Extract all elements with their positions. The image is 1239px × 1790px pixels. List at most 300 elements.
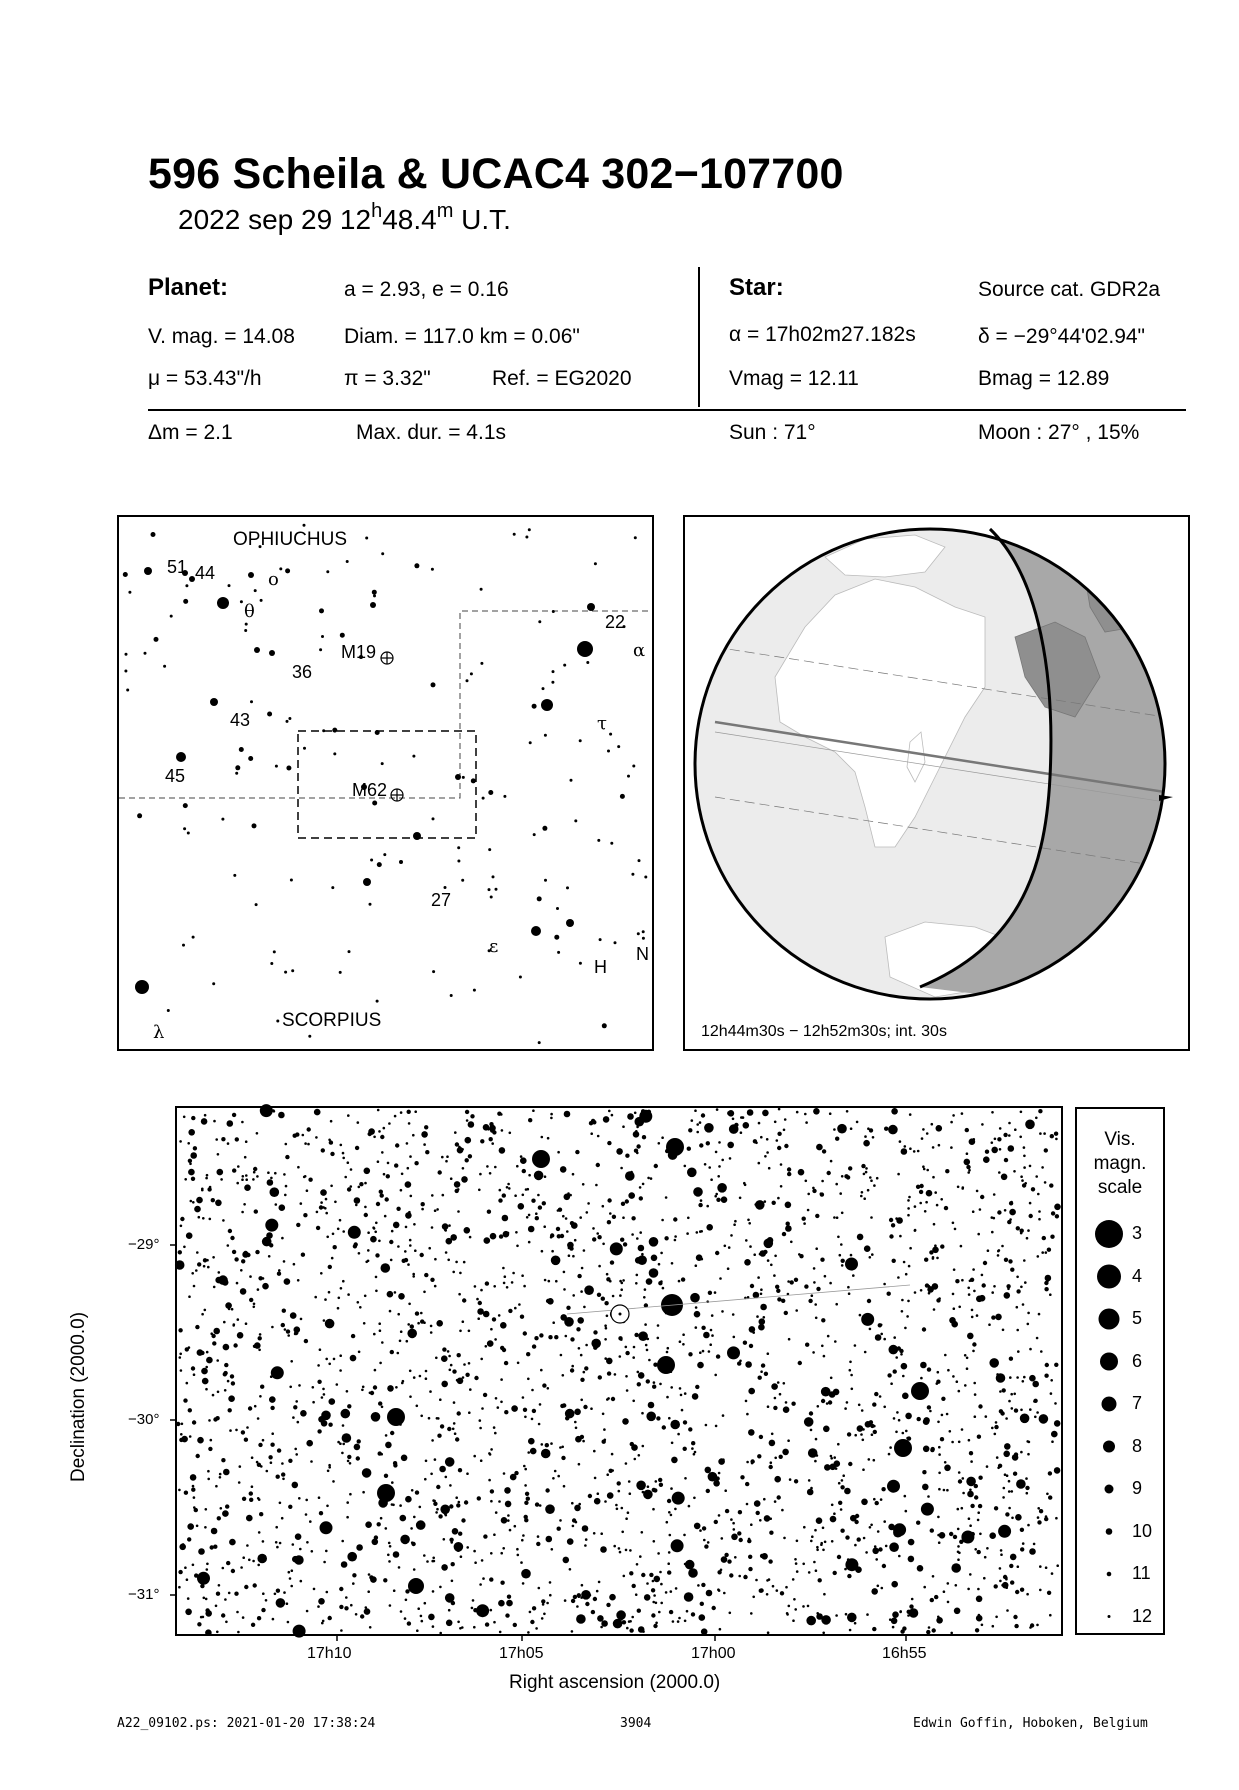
star-label-epsilon: ε: [489, 936, 499, 957]
finder-star: [187, 832, 190, 835]
map-star: [252, 1178, 255, 1181]
map-star: [1051, 1440, 1054, 1443]
map-star: [955, 1279, 959, 1283]
map-star: [201, 1118, 208, 1125]
map-star: [745, 1400, 748, 1403]
map-star: [691, 1447, 694, 1450]
map-star: [892, 1626, 895, 1629]
map-star: [473, 1550, 476, 1553]
map-star: [907, 1300, 910, 1303]
map-star: [625, 1154, 629, 1158]
map-star: [952, 1375, 955, 1378]
map-star: [1020, 1528, 1024, 1532]
map-star: [329, 1140, 333, 1144]
map-star: [997, 1467, 1000, 1470]
map-star: [278, 1112, 285, 1119]
finder-star: [638, 859, 641, 862]
map-star: [493, 1285, 496, 1288]
map-star: [991, 1141, 994, 1144]
map-star: [669, 1610, 673, 1614]
map-star: [208, 1419, 211, 1422]
finder-star: [528, 528, 531, 531]
map-star: [260, 1104, 273, 1117]
map-star: [389, 1545, 392, 1548]
map-star: [252, 1560, 255, 1563]
map-star: [204, 1309, 207, 1312]
finder-star: [554, 935, 559, 940]
map-star: [815, 1214, 819, 1218]
map-star: [1037, 1516, 1040, 1519]
map-star: [188, 1408, 192, 1412]
map-star: [1027, 1312, 1030, 1315]
map-star: [206, 1351, 209, 1354]
map-star: [1027, 1229, 1030, 1232]
map-star: [276, 1589, 280, 1593]
map-star: [668, 1417, 671, 1420]
map-star: [670, 1386, 673, 1389]
map-star: [1039, 1132, 1042, 1135]
map-star: [838, 1501, 842, 1505]
map-star: [600, 1546, 607, 1553]
map-star: [526, 1216, 529, 1219]
map-star: [621, 1507, 624, 1510]
map-star: [385, 1527, 388, 1530]
map-star: [306, 1189, 309, 1192]
ra-tick-label: 17h05: [499, 1645, 544, 1662]
map-star: [638, 1372, 645, 1379]
map-star: [230, 1374, 234, 1378]
map-star: [890, 1382, 893, 1385]
map-star: [1020, 1229, 1024, 1233]
map-star: [219, 1476, 222, 1479]
map-star: [283, 1260, 286, 1263]
map-star: [1026, 1492, 1029, 1495]
map-star: [237, 1631, 240, 1634]
finder-star: [563, 664, 566, 667]
map-star: [747, 1296, 750, 1299]
map-star: [593, 1532, 596, 1535]
map-star: [224, 1363, 228, 1367]
map-star: [774, 1255, 777, 1258]
map-star: [1050, 1379, 1053, 1382]
finder-star: [610, 842, 613, 845]
map-star: [502, 1267, 505, 1270]
map-star: [184, 1566, 187, 1569]
map-star: [1047, 1248, 1051, 1252]
map-star: [601, 1620, 608, 1627]
map-star: [572, 1173, 575, 1176]
map-star: [883, 1283, 886, 1286]
map-star: [991, 1427, 994, 1430]
legend-magnitude-label: 8: [1132, 1435, 1143, 1456]
map-star: [634, 1112, 637, 1115]
map-star: [766, 1151, 769, 1154]
map-star: [755, 1579, 758, 1582]
map-star: [985, 1150, 989, 1154]
map-star: [776, 1589, 779, 1592]
map-star: [811, 1535, 814, 1538]
map-star: [670, 1590, 673, 1593]
map-star: [648, 1402, 655, 1409]
map-star: [306, 1610, 309, 1613]
map-star: [957, 1186, 960, 1189]
finder-star: [457, 846, 460, 849]
map-star: [636, 1274, 639, 1277]
map-star: [301, 1253, 305, 1257]
map-star: [717, 1175, 720, 1178]
map-star: [883, 1338, 886, 1341]
map-star: [658, 1478, 662, 1482]
map-star: [451, 1580, 454, 1583]
map-star: [350, 1604, 353, 1607]
map-star: [1029, 1548, 1036, 1555]
map-star: [183, 1116, 186, 1119]
map-star: [889, 1218, 893, 1222]
map-star: [950, 1146, 953, 1149]
finder-star: [372, 590, 377, 595]
map-star: [905, 1273, 908, 1276]
map-star: [1029, 1375, 1036, 1382]
map-star: [498, 1500, 501, 1503]
map-star: [949, 1317, 956, 1324]
map-star: [193, 1496, 196, 1499]
map-star: [430, 1473, 433, 1476]
map-star: [851, 1388, 854, 1391]
map-star: [612, 1215, 616, 1219]
legend-dot: [1108, 1615, 1111, 1618]
map-star: [872, 1136, 875, 1139]
map-star: [474, 1561, 477, 1564]
map-star: [682, 1333, 685, 1336]
map-star: [296, 1223, 300, 1227]
map-star: [490, 1489, 494, 1493]
map-star: [753, 1292, 760, 1299]
map-star: [670, 1487, 673, 1490]
map-star: [428, 1247, 431, 1250]
map-star: [753, 1253, 756, 1256]
map-star: [869, 1328, 872, 1331]
map-star: [877, 1530, 880, 1533]
map-star: [773, 1274, 776, 1277]
map-star: [385, 1434, 388, 1437]
map-star: [325, 1319, 335, 1329]
finder-star: [544, 879, 547, 882]
legend-dot: [1105, 1485, 1114, 1494]
map-star: [369, 1626, 372, 1629]
map-star: [325, 1358, 328, 1361]
map-star: [449, 1484, 452, 1487]
map-star: [770, 1264, 773, 1267]
map-star: [488, 1479, 491, 1482]
map-star: [926, 1190, 933, 1197]
map-star: [848, 1166, 852, 1170]
map-star: [469, 1236, 472, 1239]
map-star: [873, 1430, 877, 1434]
map-star: [303, 1213, 307, 1217]
map-star: [818, 1578, 822, 1582]
map-star: [688, 1427, 692, 1431]
map-star: [368, 1573, 371, 1576]
map-star: [474, 1376, 478, 1380]
map-star: [439, 1398, 442, 1401]
map-star: [642, 1491, 645, 1494]
finder-star: [537, 896, 542, 901]
map-star: [591, 1610, 595, 1614]
map-star: [337, 1441, 340, 1444]
map-star: [827, 1171, 831, 1175]
map-star: [783, 1382, 786, 1385]
map-star: [514, 1525, 517, 1528]
map-star: [972, 1342, 976, 1346]
map-star: [997, 1254, 1000, 1257]
map-star: [549, 1581, 552, 1584]
map-star: [692, 1393, 699, 1400]
map-star: [718, 1472, 721, 1475]
map-star: [900, 1353, 903, 1356]
map-star: [932, 1247, 939, 1254]
map-star: [858, 1404, 861, 1407]
finder-star: [519, 976, 522, 979]
map-star: [991, 1291, 994, 1294]
finder-star: [503, 795, 506, 798]
finder-star: [627, 775, 630, 778]
map-star: [638, 1454, 641, 1457]
map-star: [539, 1333, 543, 1337]
map-star: [193, 1285, 196, 1288]
map-star: [243, 1203, 246, 1206]
finder-star: [432, 970, 435, 973]
map-star: [1054, 1467, 1061, 1474]
map-star: [351, 1334, 355, 1338]
map-star: [880, 1498, 883, 1501]
finder-star: [163, 665, 166, 668]
dec-tick-label: −31°: [128, 1586, 160, 1603]
map-star: [463, 1261, 466, 1264]
map-star: [347, 1404, 351, 1408]
finder-star: [614, 941, 617, 944]
map-star: [439, 1632, 442, 1635]
map-star: [270, 1461, 273, 1464]
map-star: [448, 1224, 451, 1227]
map-star: [768, 1559, 772, 1563]
map-star: [411, 1542, 415, 1546]
map-star: [189, 1435, 192, 1438]
map-star: [341, 1561, 348, 1568]
map-star: [490, 1128, 494, 1132]
map-star: [217, 1153, 220, 1156]
finder-star: [455, 774, 461, 780]
finder-star: [244, 629, 247, 632]
map-star: [623, 1575, 626, 1578]
map-star: [754, 1503, 757, 1506]
map-star: [284, 1194, 287, 1197]
map-star: [1006, 1284, 1010, 1288]
map-star: [639, 1555, 642, 1558]
map-star: [441, 1564, 448, 1571]
map-star: [838, 1482, 841, 1485]
map-star: [320, 1201, 323, 1204]
ra-tick-label: 16h55: [882, 1645, 927, 1662]
map-star: [347, 1455, 351, 1459]
map-star: [947, 1369, 950, 1372]
map-star: [857, 1234, 864, 1241]
map-star: [1021, 1179, 1024, 1182]
finder-star: [137, 813, 142, 818]
map-star: [462, 1298, 466, 1302]
map-star: [719, 1277, 722, 1280]
map-star: [849, 1361, 852, 1364]
map-star: [550, 1117, 553, 1120]
finder-star: [365, 537, 368, 540]
map-star: [565, 1409, 575, 1419]
map-star: [794, 1479, 798, 1483]
finder-star: [228, 584, 231, 587]
map-star: [1011, 1490, 1014, 1493]
finder-star: [269, 650, 275, 656]
finder-star: [462, 776, 465, 779]
map-star: [714, 1195, 717, 1198]
map-star: [946, 1489, 949, 1492]
map-star: [592, 1237, 596, 1241]
map-star: [691, 1612, 695, 1616]
map-star: [195, 1269, 198, 1272]
map-star: [720, 1569, 723, 1572]
map-star: [686, 1610, 689, 1613]
map-star: [257, 1288, 260, 1291]
map-star: [1043, 1132, 1046, 1135]
map-star: [320, 1521, 333, 1534]
planet-vmag: V. mag. = 14.08: [148, 325, 295, 348]
map-star: [390, 1431, 394, 1435]
map-star: [808, 1571, 811, 1574]
finder-star: [542, 687, 545, 690]
map-star: [450, 1177, 453, 1180]
map-star: [616, 1508, 619, 1511]
map-star: [317, 1429, 321, 1433]
map-star: [1013, 1170, 1016, 1173]
map-star: [715, 1425, 718, 1428]
map-star: [813, 1281, 816, 1284]
map-star: [613, 1619, 623, 1629]
legend-magnitude-label: 10: [1132, 1520, 1153, 1541]
map-star: [1041, 1251, 1044, 1254]
map-star: [278, 1269, 281, 1272]
map-star: [649, 1237, 659, 1247]
map-star: [1039, 1414, 1049, 1424]
map-star: [574, 1409, 581, 1416]
legend-title: magn.: [1093, 1153, 1147, 1174]
map-star: [644, 1323, 647, 1326]
finder-star: [552, 670, 555, 673]
map-star: [815, 1317, 818, 1320]
map-star: [420, 1415, 423, 1418]
map-star: [654, 1576, 661, 1583]
map-star: [866, 1613, 869, 1616]
legend-dot: [1095, 1220, 1123, 1248]
map-star: [817, 1405, 820, 1408]
map-star: [293, 1134, 297, 1138]
map-star: [224, 1598, 227, 1601]
map-star: [419, 1375, 422, 1378]
finder-star: [632, 765, 635, 768]
star-heading: Star:: [729, 274, 784, 301]
map-star: [1038, 1218, 1041, 1221]
star-label-n: N: [636, 944, 649, 964]
map-star: [568, 1254, 571, 1257]
map-star: [761, 1363, 765, 1367]
map-star: [779, 1393, 782, 1396]
map-star: [836, 1216, 839, 1219]
map-star: [385, 1197, 389, 1201]
map-star: [562, 1374, 565, 1377]
map-star: [680, 1394, 683, 1397]
magnitude-scale-legend: [1075, 1107, 1165, 1635]
map-star: [359, 1306, 362, 1309]
map-star: [794, 1608, 797, 1611]
finder-star: [471, 778, 476, 783]
map-star: [217, 1391, 220, 1394]
map-star: [824, 1275, 827, 1278]
map-star: [641, 1573, 645, 1577]
map-star: [485, 1281, 489, 1285]
map-star: [483, 1393, 487, 1397]
map-star: [516, 1245, 519, 1248]
sun-elongation: Sun : 71°: [729, 421, 816, 444]
map-star: [564, 1111, 571, 1118]
map-star: [225, 1621, 228, 1624]
planet-parallax: π = 3.32": [344, 367, 431, 390]
map-star: [447, 1350, 450, 1353]
map-star: [889, 1542, 899, 1552]
map-star: [535, 1212, 538, 1215]
finder-star: [276, 1020, 279, 1023]
map-star: [687, 1168, 697, 1178]
map-star: [949, 1430, 952, 1433]
map-star: [814, 1303, 817, 1306]
map-star: [820, 1542, 823, 1545]
map-star: [902, 1626, 906, 1630]
finder-star: [260, 599, 263, 602]
finder-star: [321, 635, 324, 638]
map-star: [920, 1377, 923, 1380]
map-star: [339, 1587, 343, 1591]
map-star: [408, 1303, 411, 1306]
map-star: [807, 1209, 810, 1212]
map-star: [344, 1176, 347, 1179]
map-star: [813, 1561, 816, 1564]
map-star: [932, 1575, 935, 1578]
map-star: [799, 1254, 803, 1258]
map-star: [592, 1340, 595, 1343]
map-star: [833, 1571, 837, 1575]
map-star: [974, 1393, 977, 1396]
map-star: [262, 1592, 265, 1595]
map-star: [978, 1504, 982, 1508]
map-star: [896, 1411, 899, 1414]
map-star: [275, 1541, 278, 1544]
map-star: [545, 1443, 549, 1447]
map-star: [498, 1198, 502, 1202]
map-star: [1004, 1473, 1007, 1476]
map-star: [308, 1178, 312, 1182]
star-vmag: Vmag = 12.11: [729, 367, 859, 390]
map-star: [729, 1124, 739, 1134]
map-star: [928, 1626, 931, 1629]
map-star: [1051, 1572, 1054, 1575]
map-star: [320, 1189, 327, 1196]
map-star: [425, 1460, 428, 1463]
map-star: [530, 1620, 534, 1624]
